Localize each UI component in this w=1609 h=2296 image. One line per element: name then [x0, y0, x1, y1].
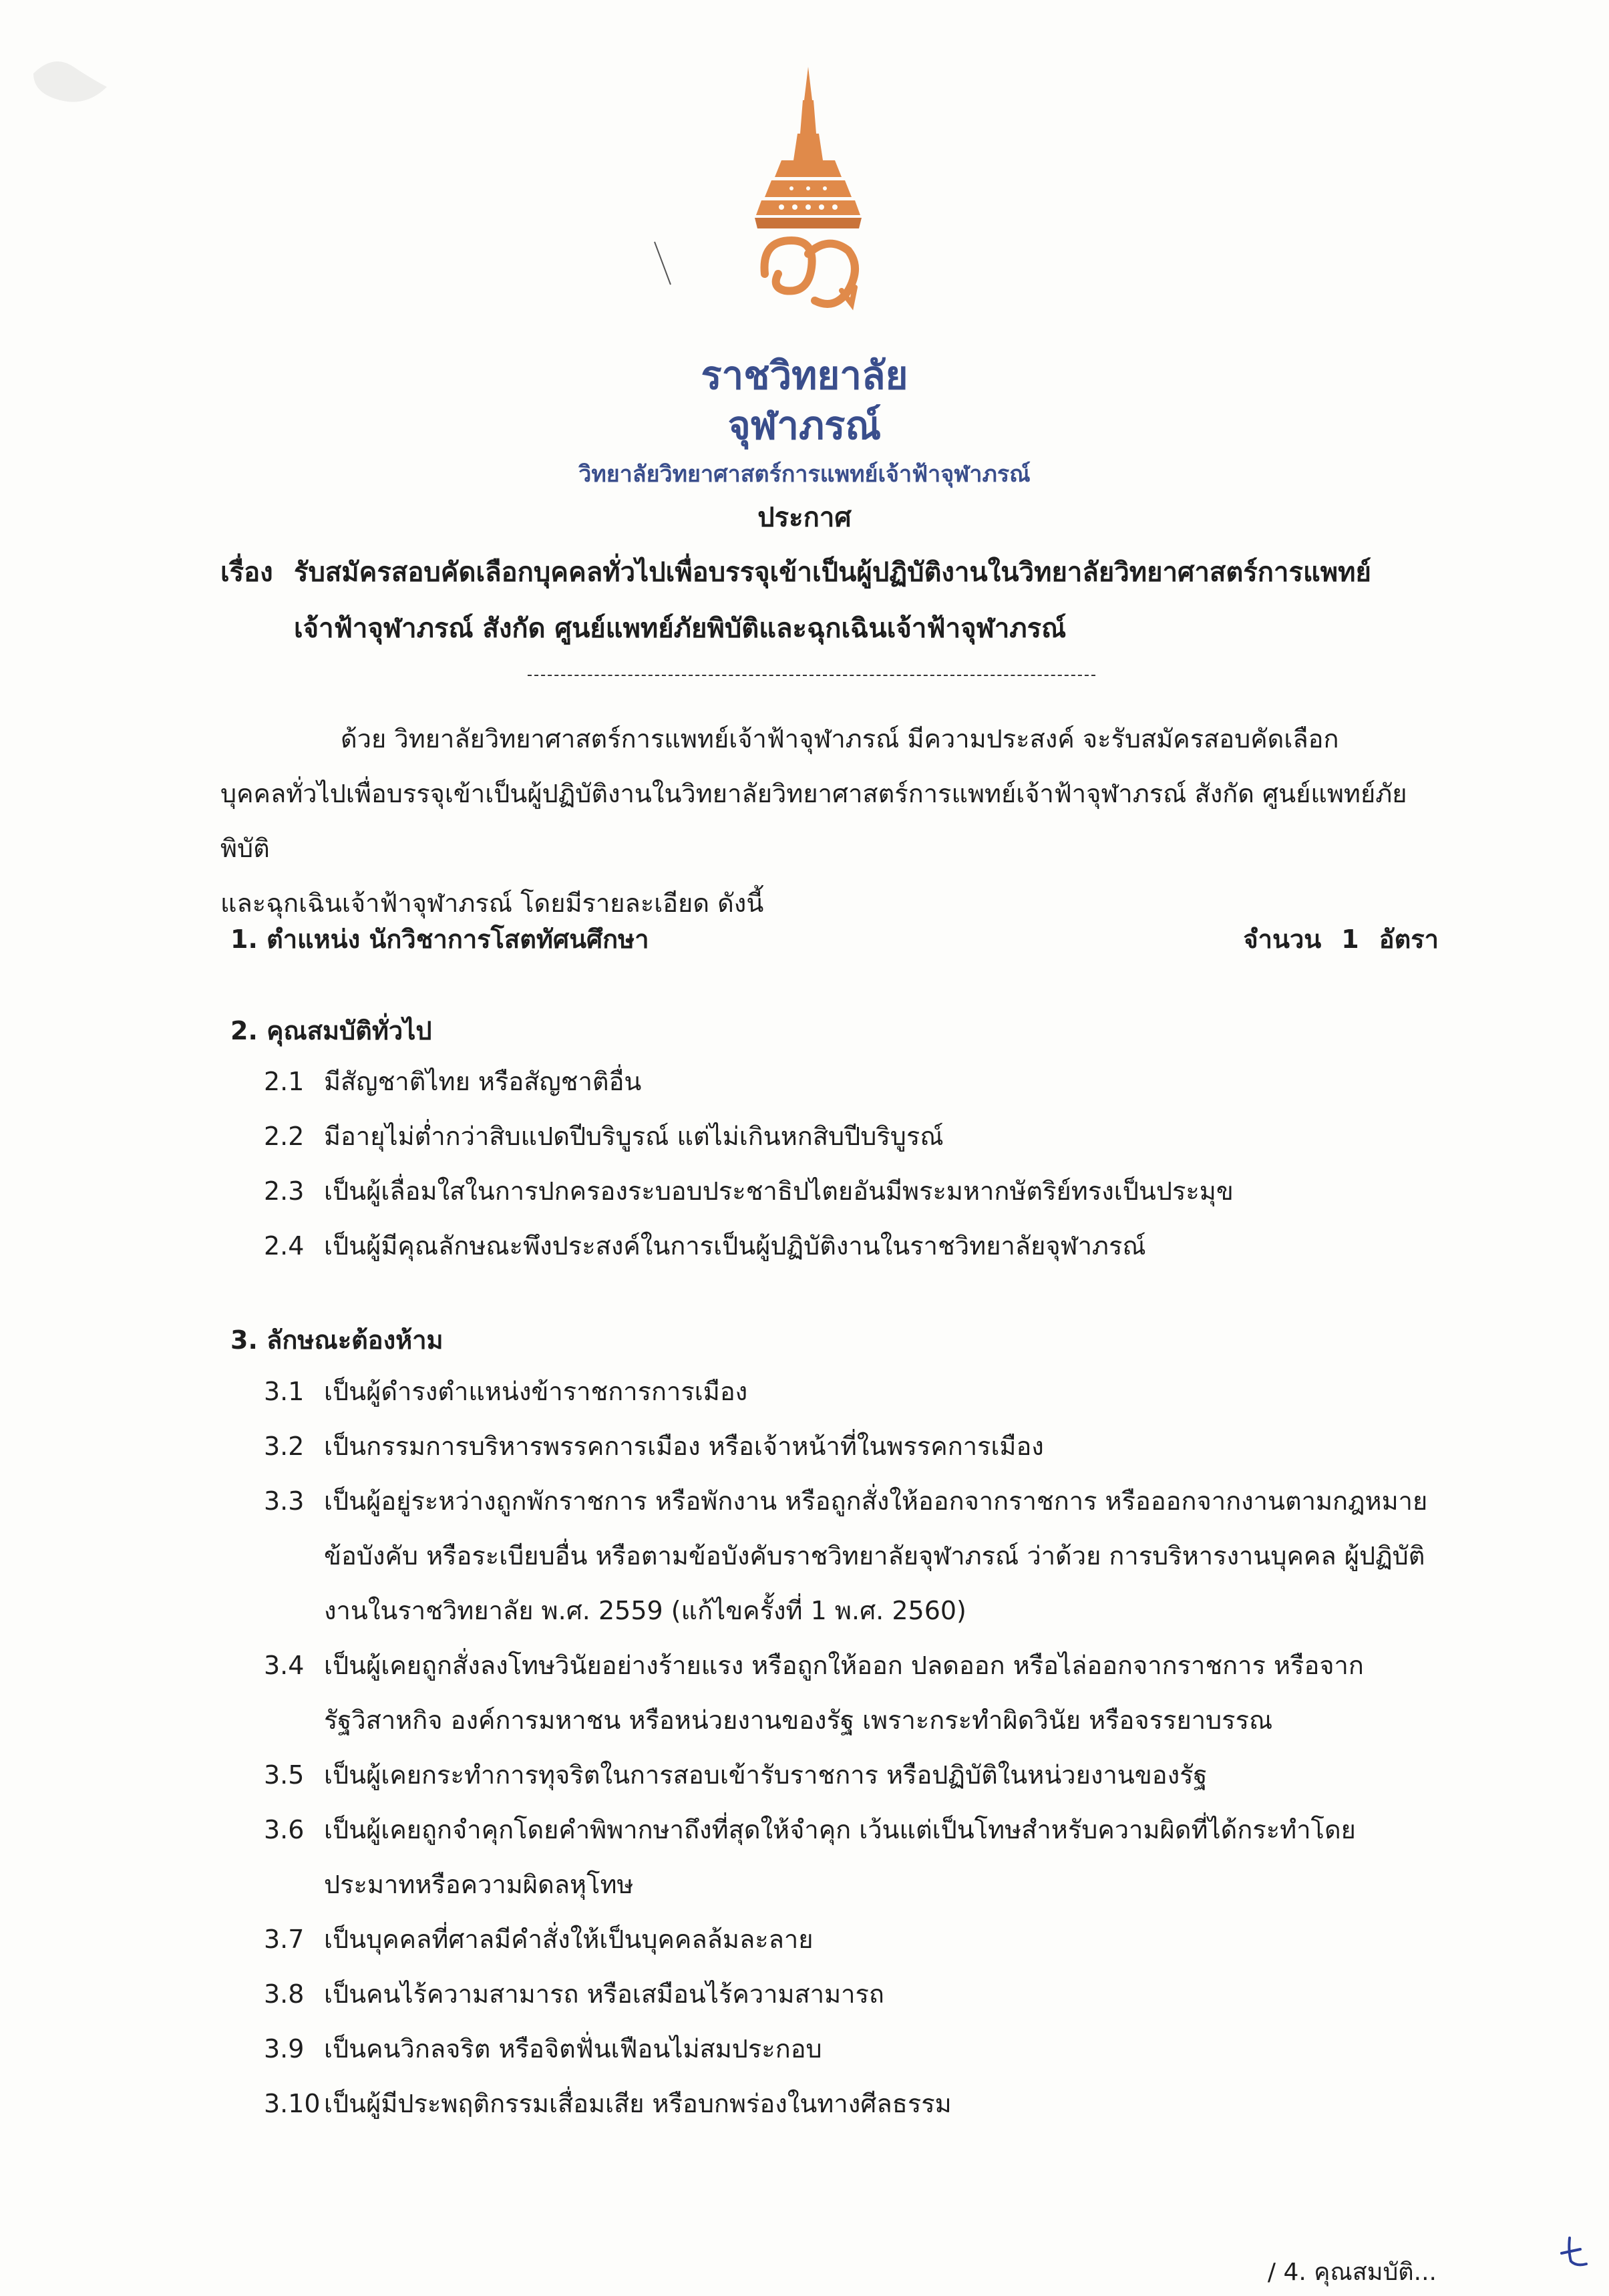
item-number: 2.2 [264, 1122, 305, 1151]
list-item [264, 1054, 1446, 1109]
list-item [264, 1802, 1446, 1912]
list-item [264, 1218, 1446, 1273]
list-item [264, 1748, 1446, 1802]
continuation-note: / 4. คุณสมบัติ... [1267, 2259, 1437, 2286]
logo-line-1: ราชวิทยาลัย [701, 353, 908, 398]
section-3-list [264, 1364, 1446, 2131]
section-2-list [264, 1054, 1446, 1273]
item-text: เป็นคนไร้ความสามารถ หรือเสมือนไร้ความสามารถ [324, 1979, 884, 2009]
item-text: เป็นผู้มีคุณลักษณะพึงประสงค์ในการเป็นผู้ปฏิบัติงานในราชวิทยาลัยจุฬาภรณ์ [324, 1231, 1146, 1261]
item-text: เป็นผู้เลื่อมใสในการปกครองระบอบประชาธิปไตยอันมีพระมหากษัตริย์ทรงเป็นประมุข [324, 1176, 1234, 1206]
item-number: 3.9 [264, 2034, 305, 2064]
section-3-title: 3. ลักษณะต้องห้าม [230, 1325, 443, 1355]
subject-text-2: เจ้าฟ้าจุฬาภรณ์ สังกัด ศูนย์แพทย์ภัยพิบัติและฉุกเฉินเจ้าฟ้าจุฬาภรณ์ [294, 613, 1067, 644]
list-item [264, 1474, 1446, 1638]
item-number: 2.3 [264, 1176, 305, 1206]
list-item [264, 2076, 1446, 2131]
item-number: 3.1 [264, 1377, 305, 1406]
subject-text-1: รับสมัครสอบคัดเลือกบุคคลทั่วไปเพื่อบรรจุเข้าเป็นผู้ปฏิบัติงานในวิทยาลัยวิทยาศาสตร์การแพทย์ [294, 557, 1371, 588]
item-text: เป็นผู้มีประพฤติกรรมเสื่อมเสีย หรือบกพร่องในทางศีลธรรม [324, 2089, 952, 2118]
subject-block [220, 544, 1456, 657]
list-item [264, 1912, 1446, 1967]
item-text: เป็นผู้ดำรงตำแหน่งข้าราชการการเมือง [324, 1377, 748, 1406]
dashed-divider [528, 675, 1095, 676]
count-unit: อัตรา [1379, 925, 1439, 954]
list-item [264, 1164, 1446, 1218]
item-text: เป็นผู้เคยถูกสั่งลงโทษวินัยอย่างร้ายแรง หรือถูกให้ออก ปลดออก หรือไล่ออกจากราชการ หรือจากรัฐวิสาหกิจ องค์การมหาชน หรือหน่วยงานของรัฐ เพราะกระทำผิดวินัย หรือจรรยาบรรณ [324, 1651, 1364, 1735]
intro-paragraph [220, 711, 1436, 931]
paper-smudge [27, 47, 114, 120]
position-count [1243, 919, 1439, 959]
item-number: 3.8 [264, 1979, 305, 2009]
item-number: 3.6 [264, 1815, 305, 1844]
list-item [264, 1638, 1446, 1748]
item-text: มีสัญชาติไทย หรือสัญชาติอื่น [324, 1067, 642, 1096]
item-text: เป็นผู้เคยถูกจำคุกโดยคำพิพากษาถึงที่สุดให้จำคุก เว้นแต่เป็นโทษสำหรับความผิดที่ได้กระทำโดยประมาทหรือความผิดลหุโทษ [324, 1815, 1356, 1899]
item-number: 3.7 [264, 1925, 305, 1954]
section-2-title: 2. คุณสมบัติทั่วไป [230, 1016, 432, 1045]
item-text: เป็นกรรมการบริหารพรรคการเมือง หรือเจ้าหน้าที่ในพรรคการเมือง [324, 1432, 1044, 1461]
initials-pen-mark [1556, 2235, 1590, 2275]
count-label: จำนวน [1243, 925, 1322, 954]
list-item [264, 1967, 1446, 2021]
intro-line-2: บุคคลทั่วไปเพื่อบรรจุเข้าเป็นผู้ปฏิบัติงานในวิทยาลัยวิทยาศาสตร์การแพทย์เจ้าฟ้าจุฬาภรณ์ สังกัด ศูนย์แพทย์ภัยพิบัติ [220, 779, 1407, 863]
institution-name: วิทยาลัยวิทยาศาสตร์การแพทย์เจ้าฟ้าจุฬาภรณ์ [578, 461, 1031, 488]
item-text: เป็นผู้เคยกระทำการทุจริตในการสอบเข้ารับราชการ หรือปฏิบัติในหน่วยงานของรัฐ [324, 1760, 1208, 1790]
announcement-heading: ประกาศ [757, 502, 852, 533]
item-text: มีอายุไม่ต่ำกว่าสิบแปดปีบริบูรณ์ แต่ไม่เกินหกสิบปีบริบูรณ์ [324, 1122, 944, 1151]
list-item [264, 1364, 1446, 1419]
intro-line-3: และฉุกเฉินเจ้าฟ้าจุฬาภรณ์ โดยมีรายละเอียด ดังนี้ [220, 888, 764, 918]
count-value: 1 [1341, 925, 1359, 954]
item-text: เป็นคนวิกลจริต หรือจิตฟั่นเฟือนไม่สมประกอบ [324, 2034, 822, 2064]
item-number: 3.4 [264, 1651, 305, 1680]
stray-pen-stroke [653, 240, 673, 287]
item-number: 2.4 [264, 1231, 305, 1261]
subject-label: เรื่อง [220, 557, 273, 588]
college-emblem-logo [741, 60, 875, 327]
subject-line-1 [220, 544, 1456, 601]
item-text: เป็นบุคคลที่ศาลมีคำสั่งให้เป็นบุคคลล้มละลาย [324, 1925, 814, 1954]
list-item [264, 2021, 1446, 2076]
item-number: 3.5 [264, 1760, 305, 1790]
list-item [264, 1419, 1446, 1474]
logo-line-2: จุฬาภรณ์ [727, 403, 882, 448]
list-item [264, 1109, 1446, 1164]
item-number: 3.2 [264, 1432, 305, 1461]
intro-line-1: ด้วย วิทยาลัยวิทยาศาสตร์การแพทย์เจ้าฟ้าจุฬาภรณ์ มีความประสงค์ จะรับสมัครสอบคัดเลือก [341, 724, 1339, 754]
item-number: 3.10 [264, 2089, 321, 2118]
item-number: 2.1 [264, 1067, 305, 1096]
section-1-title: 1. ตำแหน่ง นักวิชาการโสตทัศนศึกษา [230, 925, 649, 954]
item-number: 3.3 [264, 1486, 305, 1516]
item-text: เป็นผู้อยู่ระหว่างถูกพักราชการ หรือพักงาน หรือถูกสั่งให้ออกจากราชการ หรือออกจากงานตามกฎหมาย ข้อบังคับ หรือระเบียบอื่น หรือตามข้อบังคับราชวิทยาลัยจุฬาภรณ์ ว่าด้วย การบริหารงานบุคคล ผู้ปฏิบัติงานในราชวิทยาลัย พ.ศ. 2559 (แก้ไขครั้งที่ 1 พ.ศ. 2560) [324, 1486, 1428, 1625]
